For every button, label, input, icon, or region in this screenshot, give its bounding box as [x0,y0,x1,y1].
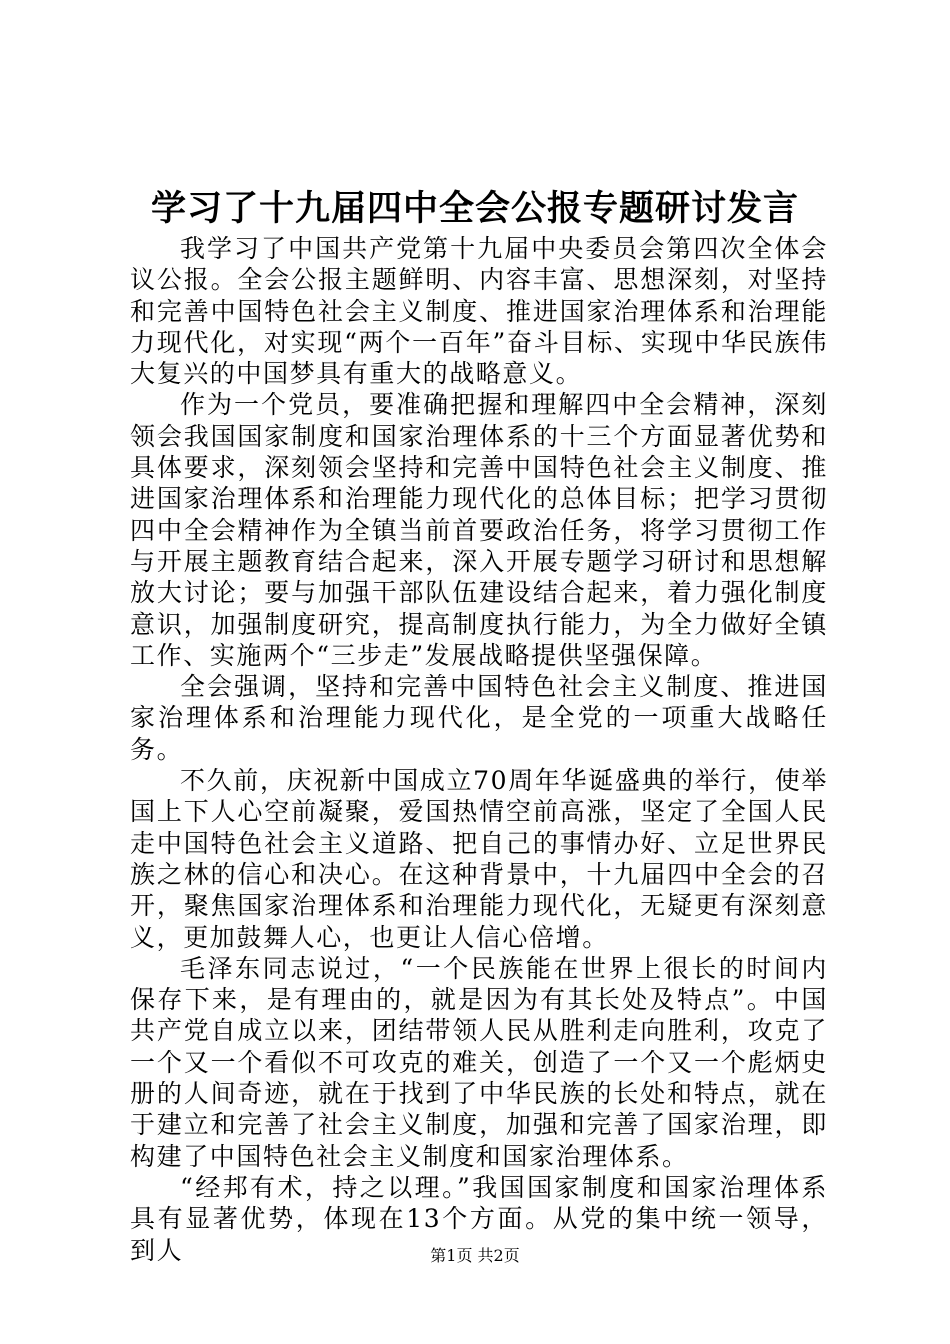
body-paragraph-4: 不久前，庆祝新中国成立70周年华诞盛典的举行，使举国上下人心空前凝聚，爱国热情空前高涨，坚定了全国人民走中国特色社会主义道路、把自己的事情办好、立足世界民族之林的信心和决心。在这种背景中，十九届四中全会的召开，聚焦国家治理体系和治理能力现代化，无疑更有深刻意义，更加鼓舞人心，也更让人信心倍增。 [130,766,828,952]
document-body [130,233,828,1266]
page-number-footer: 第1页 共2页 [430,1246,520,1265]
body-paragraph-6: “经邦有术，持之以理。”我国国家制度和国家治理体系具有显著优势，体现在13个方面。从党的集中统一领导，到人 [130,1172,828,1265]
body-paragraph-2: 作为一个党员，要准确把握和理解四中全会精神，深刻领会我国国家制度和国家治理体系的十三个方面显著优势和具体要求，深刻领会坚持和完善中国特色社会主义制度、推进国家治理体系和治理能力现代化的总体目标；把学习贯彻四中全会精神作为全镇当前首要政治任务，将学习贯彻工作与开展主题教育结合起来，深入开展专题学习研讨和思想解放大讨论；要与加强干部队伍建设结合起来，着力强化制度意识，加强制度研究，提高制度执行能力，为全力做好全镇工作、实施两个“三步走”发展战略提供坚强保障。 [130,390,828,670]
body-paragraph-5: 毛泽东同志说过，“一个民族能在世界上很长的时间内保存下来，是有理由的，就是因为有其长处及特点”。中国共产党自成立以来，团结带领人民从胜利走向胜利，攻克了一个又一个看似不可攻克的难关，创造了一个又一个彪炳史册的人间奇迹，就在于找到了中华民族的长处和特点，就在于建立和完善了社会主义制度，加强和完善了国家治理，即构建了中国特色社会主义制度和国家治理体系。 [130,953,828,1171]
body-paragraph-3: 全会强调，坚持和完善中国特色社会主义制度、推进国家治理体系和治理能力现代化，是全党的一项重大战略任务。 [130,672,828,764]
body-paragraph-1: 我学习了中国共产党第十九届中央委员会第四次全体会议公报。全会公报主题鲜明、内容丰富、思想深刻，对坚持和完善中国特色社会主义制度、推进国家治理体系和治理能力现代化，对实现“两个一百年”奋斗目标、实现中华民族伟大复兴的中国梦具有重大的战略意义。 [130,234,828,389]
document-title: 学习了十九届四中全会公报专题研讨发言 [150,188,799,229]
